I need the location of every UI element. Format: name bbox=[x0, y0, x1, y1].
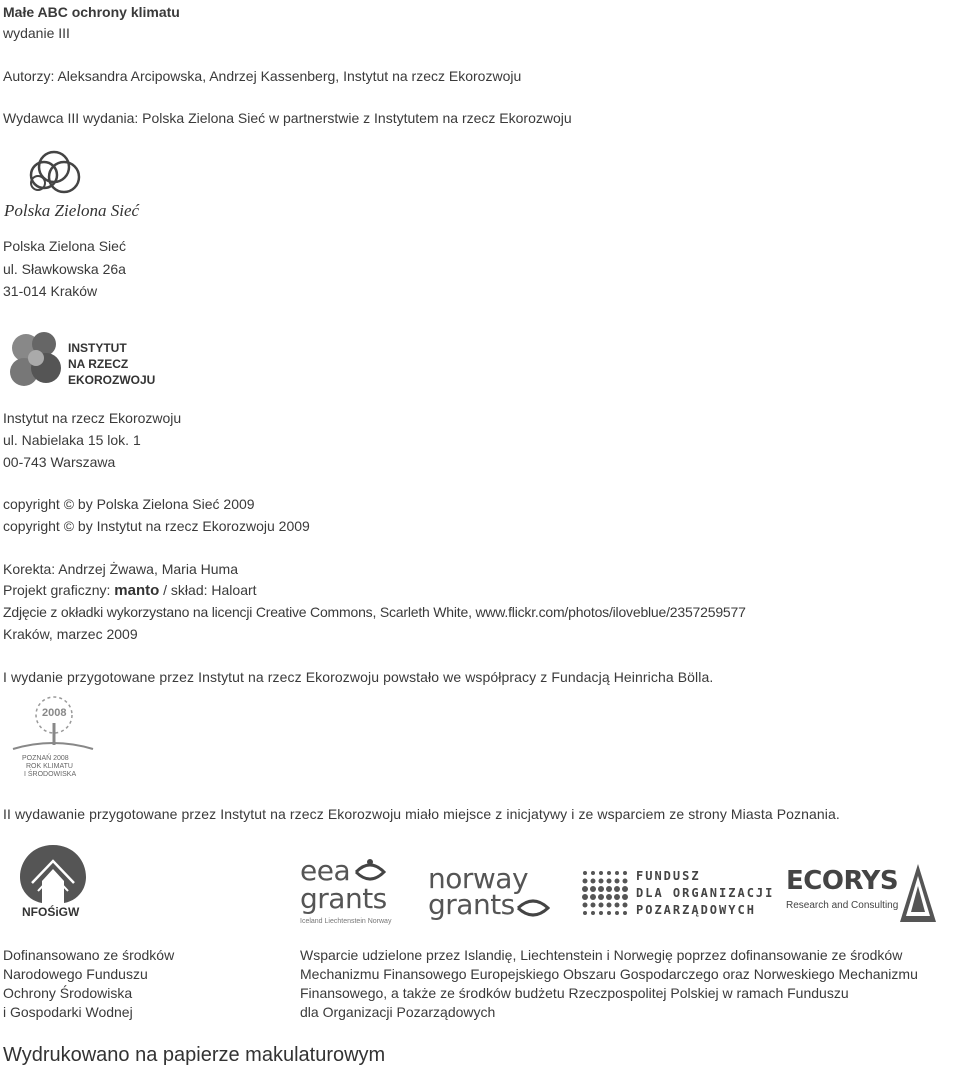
polska-zielona-siec-logo bbox=[4, 145, 140, 225]
poznan-year: 2008 bbox=[42, 707, 67, 719]
projekt-prefix: Projekt graficzny: bbox=[3, 582, 111, 598]
ecorys-name: ECORYS bbox=[786, 866, 899, 896]
poznan-line1: POZNAŃ 2008 bbox=[22, 755, 69, 762]
ecorys-logo bbox=[786, 862, 946, 928]
copyright-pzs: copyright © by Polska Zielona Sieć 2009 bbox=[3, 496, 255, 512]
instytut-logo bbox=[6, 330, 166, 396]
projekt-line bbox=[3, 581, 257, 600]
tree-icon bbox=[8, 693, 98, 753]
norway-grants-word: grants bbox=[428, 888, 515, 921]
authors-line: Autorzy: Aleksandra Arcipowska, Andrzej Kassenberg, Instytut na rzecz Ekorozwoju bbox=[3, 68, 522, 84]
eea-funding-line1: Wsparcie udzielone przez Islandię, Liechtenstein i Norwegię poprzez dofinansowanie ze środków bbox=[300, 947, 903, 963]
pzs-name: Polska Zielona Sieć bbox=[3, 238, 126, 254]
instytut-logo-line3: EKOROZWOJU bbox=[68, 373, 156, 387]
copyright-instytut: copyright © by Instytut na rzecz Ekorozwoju 2009 bbox=[3, 518, 310, 534]
eea-sub: Iceland Liechtenstein Norway bbox=[300, 918, 392, 925]
poznan-2008-logo bbox=[8, 693, 98, 785]
recycled-paper-note: Wydrukowano na papierze makulaturowym bbox=[3, 1044, 386, 1066]
instytut-city: 00-743 Warszawa bbox=[3, 454, 116, 470]
instytut-name: Instytut na rzecz Ekorozwoju bbox=[3, 410, 182, 426]
norway-grants-logo bbox=[428, 862, 558, 926]
poznan-note: II wydawanie przygotowane przez Instytut na rzecz Ekorozwoju miało miejsce z inicjatywy i ze wsparciem ze strony Miasta Poznania. bbox=[3, 806, 840, 822]
poznan-line2: ROK KLIMATU bbox=[26, 763, 73, 770]
nfosigw-funding-line1: Dofinansowano ze środków bbox=[3, 947, 175, 963]
fundusz-line2: DLA ORGANIZACJI bbox=[636, 886, 775, 900]
eea-funding-line3: Finansowego, a także ze środków budżetu Rzeczpospolitej Polskiej w ramach Funduszu bbox=[300, 985, 849, 1001]
ecorys-sub: Research and Consulting bbox=[786, 900, 899, 911]
instytut-street: ul. Nabielaka 15 lok. 1 bbox=[3, 432, 141, 448]
fundusz-logo bbox=[580, 866, 775, 922]
edition-label: wydanie III bbox=[3, 25, 70, 41]
publisher-line: Wydawca III wydania: Polska Zielona Sieć w partnerstwie z Instytutem na rzecz Ekorozwoju bbox=[3, 110, 572, 126]
nfosigw-emblem-icon bbox=[18, 843, 88, 905]
nfosigw-logo bbox=[18, 843, 88, 921]
fundusz-line1: FUNDUSZ bbox=[636, 869, 701, 883]
nfosigw-funding-line2: Narodowego Funduszu bbox=[3, 966, 148, 982]
manto-logo: manto bbox=[114, 582, 160, 599]
nfosigw-funding-line4: i Gospodarki Wodnej bbox=[3, 1004, 133, 1020]
korekta-line: Korekta: Andrzej Żwawa, Maria Huma bbox=[3, 561, 238, 577]
pzs-street: ul. Sławkowska 26a bbox=[3, 261, 126, 277]
norway-word: norway bbox=[428, 862, 529, 895]
norway-swirl-icon bbox=[516, 894, 550, 922]
pzs-logo-text: Polska Zielona Sieć bbox=[4, 201, 140, 220]
book-title: Małe ABC ochrony klimatu bbox=[3, 4, 180, 20]
poznan-line3: I ŚRODOWISKA bbox=[24, 771, 77, 778]
projekt-suffix: / skład: Haloart bbox=[163, 582, 257, 598]
eea-word: eea bbox=[300, 854, 351, 887]
eea-funding-line2: Mechanizmu Finansowego Europejskiego Obszaru Gospodarczego oraz Norweskiego Mechanizmu bbox=[300, 966, 918, 982]
boll-note: I wydanie przygotowane przez Instytut na rzecz Ekorozwoju powstało we współpracy z Fundacją Heinricha Bölla. bbox=[3, 669, 714, 685]
eea-grants-logo bbox=[300, 854, 410, 932]
photo-credit: Zdjęcie z okładki wykorzystano na licencji Creative Commons, Scarleth White, www.flickr.com/photos/iloveblue/2357259577 bbox=[3, 604, 746, 620]
dot-grid-icon bbox=[580, 868, 630, 918]
instytut-logo-line2: NA RZECZ bbox=[68, 357, 129, 371]
instytut-logo-line1: INSTYTUT bbox=[68, 341, 127, 355]
date-line: Kraków, marzec 2009 bbox=[3, 626, 138, 642]
eea-grants-word: grants bbox=[300, 882, 387, 915]
pzs-city: 31-014 Kraków bbox=[3, 283, 98, 299]
eea-funding-line4: dla Organizacji Pozarządowych bbox=[300, 1004, 496, 1020]
instytut-emblem-icon bbox=[6, 330, 70, 392]
nfosigw-funding-line3: Ochrony Środowiska bbox=[3, 985, 133, 1001]
nfosigw-label: NFOŚiGW bbox=[22, 905, 80, 919]
fundusz-line3: POZARZĄDOWYCH bbox=[636, 903, 756, 917]
ecorys-triangle-icon bbox=[898, 862, 938, 924]
